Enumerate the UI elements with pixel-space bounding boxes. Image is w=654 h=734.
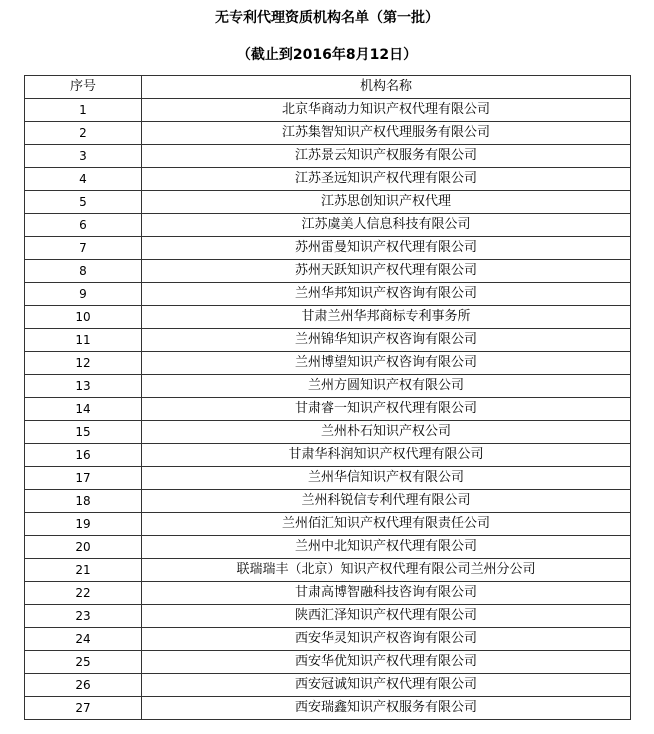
table-row <box>25 352 631 375</box>
table-row <box>25 444 631 467</box>
row-serial-number: 3 <box>25 145 142 168</box>
row-serial-number: 2 <box>25 122 142 145</box>
document-title: 无专利代理资质机构名单（第一批） <box>215 10 439 26</box>
table-row <box>25 421 631 444</box>
row-serial-number: 20 <box>25 536 142 559</box>
table-row <box>25 536 631 559</box>
row-agency-name: 陕西汇泽知识产权代理有限公司 <box>142 605 631 628</box>
row-agency-name: 甘肃睿一知识产权代理有限公司 <box>142 398 631 421</box>
table-row <box>25 260 631 283</box>
table-header-row <box>25 76 631 99</box>
document-subtitle: （截止到2016年8月12日） <box>236 47 418 63</box>
table-row <box>25 214 631 237</box>
table-row <box>25 490 631 513</box>
row-agency-name: 西安华优知识产权代理有限公司 <box>142 651 631 674</box>
row-serial-number: 11 <box>25 329 142 352</box>
row-serial-number: 18 <box>25 490 142 513</box>
row-serial-number: 26 <box>25 674 142 697</box>
table-body <box>25 99 631 720</box>
row-serial-number: 15 <box>25 421 142 444</box>
row-serial-number: 14 <box>25 398 142 421</box>
row-serial-number: 27 <box>25 697 142 720</box>
row-serial-number: 25 <box>25 651 142 674</box>
row-serial-number: 16 <box>25 444 142 467</box>
table-row <box>25 674 631 697</box>
row-serial-number: 24 <box>25 628 142 651</box>
row-agency-name: 江苏虞美人信息科技有限公司 <box>142 214 631 237</box>
table-row <box>25 306 631 329</box>
table-row <box>25 283 631 306</box>
row-agency-name: 兰州锦华知识产权咨询有限公司 <box>142 329 631 352</box>
row-serial-number: 17 <box>25 467 142 490</box>
row-serial-number: 19 <box>25 513 142 536</box>
row-serial-number: 1 <box>25 99 142 122</box>
row-agency-name: 甘肃华科润知识产权代理有限公司 <box>142 444 631 467</box>
row-agency-name: 兰州佰汇知识产权代理有限责任公司 <box>142 513 631 536</box>
table-row <box>25 605 631 628</box>
row-serial-number: 23 <box>25 605 142 628</box>
table-row <box>25 99 631 122</box>
table-row <box>25 398 631 421</box>
table-row <box>25 628 631 651</box>
row-agency-name: 兰州科锐信专利代理有限公司 <box>142 490 631 513</box>
row-agency-name: 苏州天跃知识产权代理有限公司 <box>142 260 631 283</box>
row-agency-name: 兰州华信知识产权有限公司 <box>142 467 631 490</box>
row-agency-name: 西安冠诚知识产权代理有限公司 <box>142 674 631 697</box>
header-agency-name: 机构名称 <box>142 76 631 99</box>
row-agency-name: 兰州中北知识产权代理有限公司 <box>142 536 631 559</box>
row-serial-number: 12 <box>25 352 142 375</box>
row-agency-name: 江苏圣远知识产权代理有限公司 <box>142 168 631 191</box>
row-agency-name: 西安华灵知识产权咨询有限公司 <box>142 628 631 651</box>
table-row <box>25 122 631 145</box>
row-agency-name: 苏州雷曼知识产权代理有限公司 <box>142 237 631 260</box>
table-row <box>25 513 631 536</box>
header-serial-number: 序号 <box>25 76 142 99</box>
row-agency-name: 联瑞瑞丰（北京）知识产权代理有限公司兰州分公司 <box>142 559 631 582</box>
row-agency-name: 甘肃高博智融科技咨询有限公司 <box>142 582 631 605</box>
table-row <box>25 375 631 398</box>
table-row <box>25 697 631 720</box>
row-serial-number: 4 <box>25 168 142 191</box>
row-serial-number: 8 <box>25 260 142 283</box>
row-agency-name: 江苏景云知识产权服务有限公司 <box>142 145 631 168</box>
row-agency-name: 兰州博望知识产权咨询有限公司 <box>142 352 631 375</box>
row-serial-number: 22 <box>25 582 142 605</box>
row-serial-number: 6 <box>25 214 142 237</box>
table-row <box>25 559 631 582</box>
row-agency-name: 江苏思创知识产权代理 <box>142 191 631 214</box>
row-agency-name: 西安瑞鑫知识产权服务有限公司 <box>142 697 631 720</box>
row-agency-name: 兰州方圆知识产权有限公司 <box>142 375 631 398</box>
table-row <box>25 329 631 352</box>
row-serial-number: 13 <box>25 375 142 398</box>
row-agency-name: 北京华商动力知识产权代理有限公司 <box>142 99 631 122</box>
row-serial-number: 21 <box>25 559 142 582</box>
agency-table <box>24 75 631 720</box>
row-agency-name: 江苏集智知识产权代理服务有限公司 <box>142 122 631 145</box>
table-row <box>25 191 631 214</box>
table-row <box>25 467 631 490</box>
row-serial-number: 9 <box>25 283 142 306</box>
row-serial-number: 10 <box>25 306 142 329</box>
row-agency-name: 兰州华邦知识产权咨询有限公司 <box>142 283 631 306</box>
row-serial-number: 5 <box>25 191 142 214</box>
table-row <box>25 168 631 191</box>
table-row <box>25 582 631 605</box>
row-agency-name: 甘肃兰州华邦商标专利事务所 <box>142 306 631 329</box>
row-serial-number: 7 <box>25 237 142 260</box>
table-row <box>25 145 631 168</box>
table-row <box>25 237 631 260</box>
table-row <box>25 651 631 674</box>
row-agency-name: 兰州朴石知识产权公司 <box>142 421 631 444</box>
